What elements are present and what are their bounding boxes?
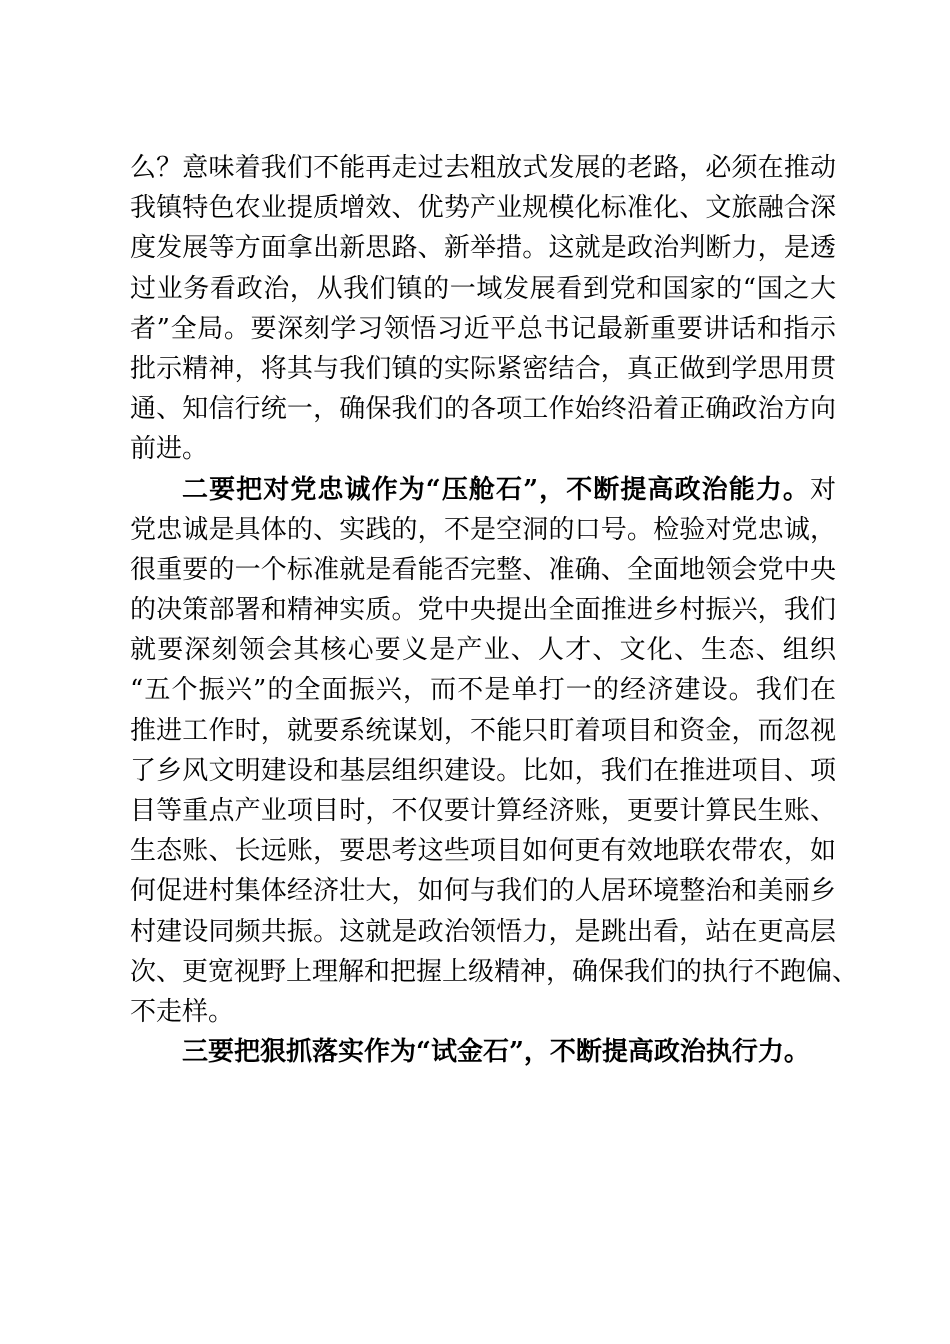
text-line: 度发展等方面拿出新思路、新举措。这就是政治判断力，是透 [130, 233, 836, 264]
text-line: 过业务看政治，从我们镇的一域发展看到党和国家的“国之大 [130, 273, 836, 304]
section-heading-2: 二要把对党忠诚作为“压舱石”，不断提高政治能力。 [182, 474, 810, 505]
text-line: 次、更宽视野上理解和把握上级精神，确保我们的执行不跑偏、 [130, 956, 859, 987]
text-line: 生态账、长远账，要思考这些项目如何更有效地联农带农，如 [130, 836, 836, 867]
text-line: 么？意味着我们不能再走过去粗放式发展的老路，必须在推动 [130, 153, 836, 183]
section-heading-3: 三要把狠抓落实作为“试金石”，不断提高政治执行力。 [182, 1037, 810, 1068]
text-line: 的决策部署和精神实质。党中央提出全面推进乡村振兴，我们 [130, 595, 836, 626]
paragraph-2-first-line [130, 470, 836, 510]
paragraph-3-first-line [130, 1032, 836, 1072]
text-line: 我镇特色农业提质增效、优势产业规模化标准化、文旅融合深 [130, 193, 836, 224]
text-line: 前进。 [130, 434, 209, 465]
text-line: 了乡风文明建设和基层组织建设。比如，我们在推进项目、项 [130, 755, 836, 786]
text-line: “五个振兴”的全面振兴，而不是单打一的经济建设。我们在 [130, 675, 836, 706]
text-line: 目等重点产业项目时，不仅要计算经济账，更要计算民生账、 [130, 796, 836, 826]
document-page [130, 148, 859, 1072]
paragraph-2 [130, 470, 859, 1033]
text-line: 通、知信行统一，确保我们的各项工作始终沿着正确政治方向 [130, 394, 836, 425]
text-line: 就要深刻领会其核心要义是产业、人才、文化、生态、组织 [130, 635, 836, 666]
paragraph-3 [130, 1032, 836, 1072]
text-line: 推进工作时，就要系统谋划，不能只盯着项目和资金，而忽视 [130, 715, 836, 746]
text-line: 者”全局。要深刻学习领悟习近平总书记最新重要讲话和指示 [130, 313, 836, 344]
paragraph-1 [130, 148, 836, 470]
text-line: 何促进村集体经济壮大，如何与我们的人居环境整治和美丽乡 [130, 876, 836, 907]
text-line: 很重要的一个标准就是看能否完整、准确、全面地领会党中央 [130, 554, 836, 585]
text-fragment: 对 [809, 474, 836, 505]
text-line: 村建设同频共振。这就是政治领悟力，是跳出看，站在更高层 [130, 916, 836, 947]
text-line: 党忠诚是具体的、实践的，不是空洞的口号。检验对党忠诚， [130, 514, 836, 545]
text-line: 不走样。 [130, 996, 235, 1027]
text-line: 批示精神，将其与我们镇的实际紧密结合，真正做到学思用贯 [130, 353, 836, 384]
